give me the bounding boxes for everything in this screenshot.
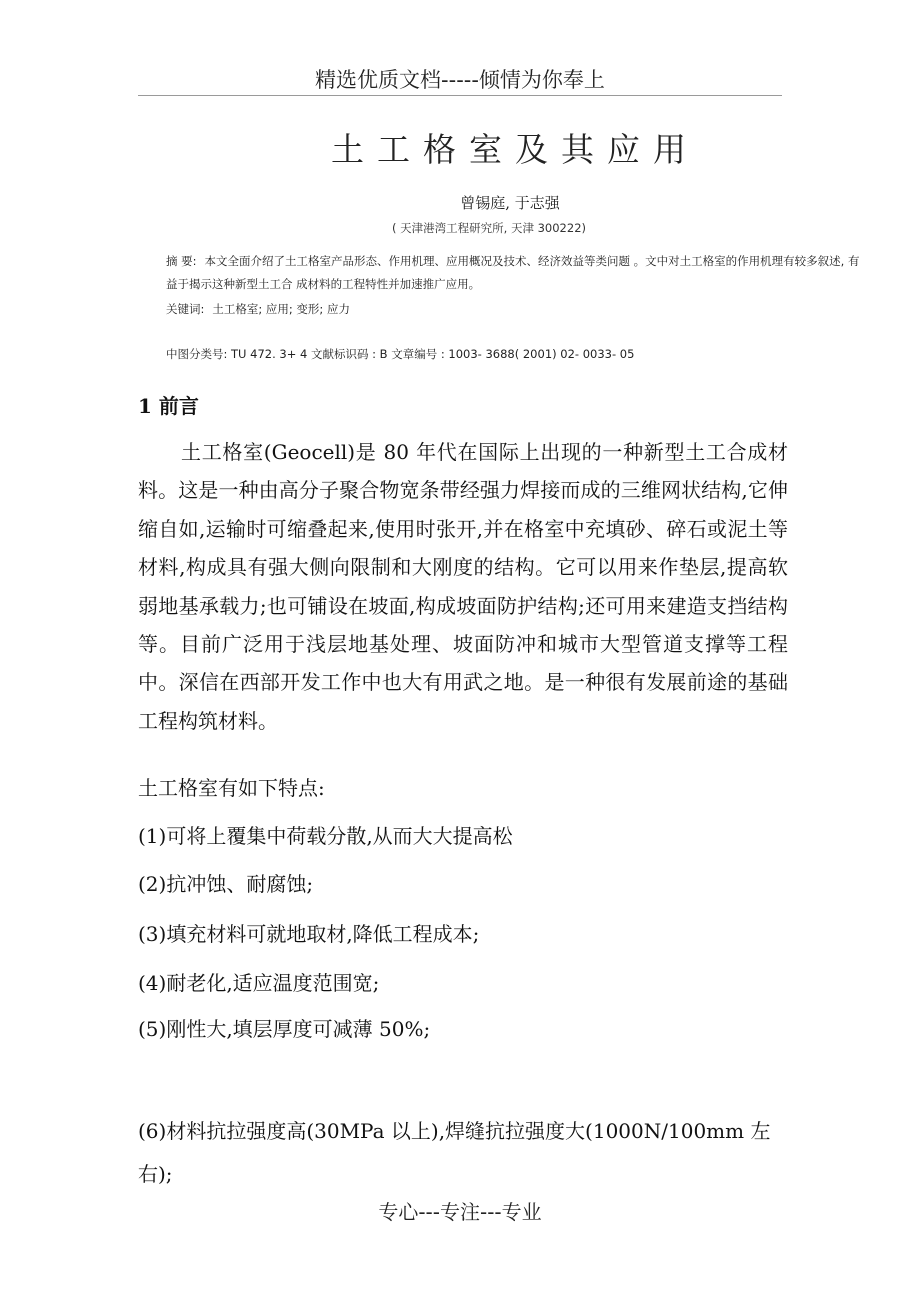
abstract-label: 摘 要: bbox=[166, 254, 197, 268]
keywords bbox=[166, 298, 866, 321]
keywords-label: 关键词: bbox=[166, 302, 205, 316]
abstract bbox=[166, 250, 866, 296]
classification-line: 中图分类号: TU 472. 3+ 4 文献标识码 : B 文章编号 : 1003- 3688( 2001) 02- 0033- 05 bbox=[166, 347, 635, 361]
article-title: 土工格室及其应用 bbox=[331, 130, 699, 169]
page-footer: 专心---专注---专业 bbox=[378, 1200, 542, 1224]
article-affiliation: ( 天津港湾工程研究所, 天津 300222) bbox=[392, 221, 586, 235]
features-intro: 土工格室有如下特点: bbox=[138, 776, 325, 800]
feature-item: (4)耐老化,适应温度范围宽; bbox=[138, 971, 380, 995]
feature-item: (1)可将上覆集中荷载分散,从而大大提高松 bbox=[138, 824, 513, 848]
feature-item: (2)抗冲蚀、耐腐蚀; bbox=[138, 872, 314, 896]
section-heading: 1 前言 bbox=[138, 394, 199, 418]
intro-paragraph: 土工格室(Geocell)是 80 年代在国际上出现的一种新型土工合成材料。这是一种由高分子聚合物宽条带经强力焊接而成的三维网状结构,它伸缩自如,运输时可缩叠起来,使用时张开,并在格室中充填砂、碎石或泥土等材料,构成具有强大侧向限制和大刚度的结构。它可以用来作垫层,提高软弱地基承载力;也可铺设在坡面,构成坡面防护结构;还可用来建造支挡结构等。目前广泛用于浅层地基处理、坡面防冲和城市大型管道支撑等工程中。深信在西部开发工作中也大有用武之地。是一种很有发展前途的基础工程构筑材料。 bbox=[138, 440, 788, 733]
title-area bbox=[0, 0, 920, 200]
abstract-text: 本文全面介绍了土工格室产品形态、作用机理、应用概况及技术、经济效益等类问题 。文中对土工格室的作用机理有较多叙述, 有益于揭示这种新型土工合 成材料的工程特性并加速推广应用。 bbox=[166, 254, 860, 291]
feature-item: (5)刚性大,填层厚度可减薄 50%; bbox=[138, 1017, 431, 1041]
page-header: 精选优质文档-----倾情为你奉上 bbox=[315, 68, 605, 92]
keywords-text: 土工格室; 应用; 变形; 应力 bbox=[212, 302, 350, 316]
article-authors: 曾锡庭, 于志强 bbox=[460, 194, 560, 212]
feature-item: (6)材料抗拉强度高(30MPa 以上),焊缝抗拉强度大(1000N/100mm 左右); bbox=[138, 1119, 771, 1186]
feature-item: (3)填充材料可就地取材,降低工程成本; bbox=[138, 922, 480, 946]
